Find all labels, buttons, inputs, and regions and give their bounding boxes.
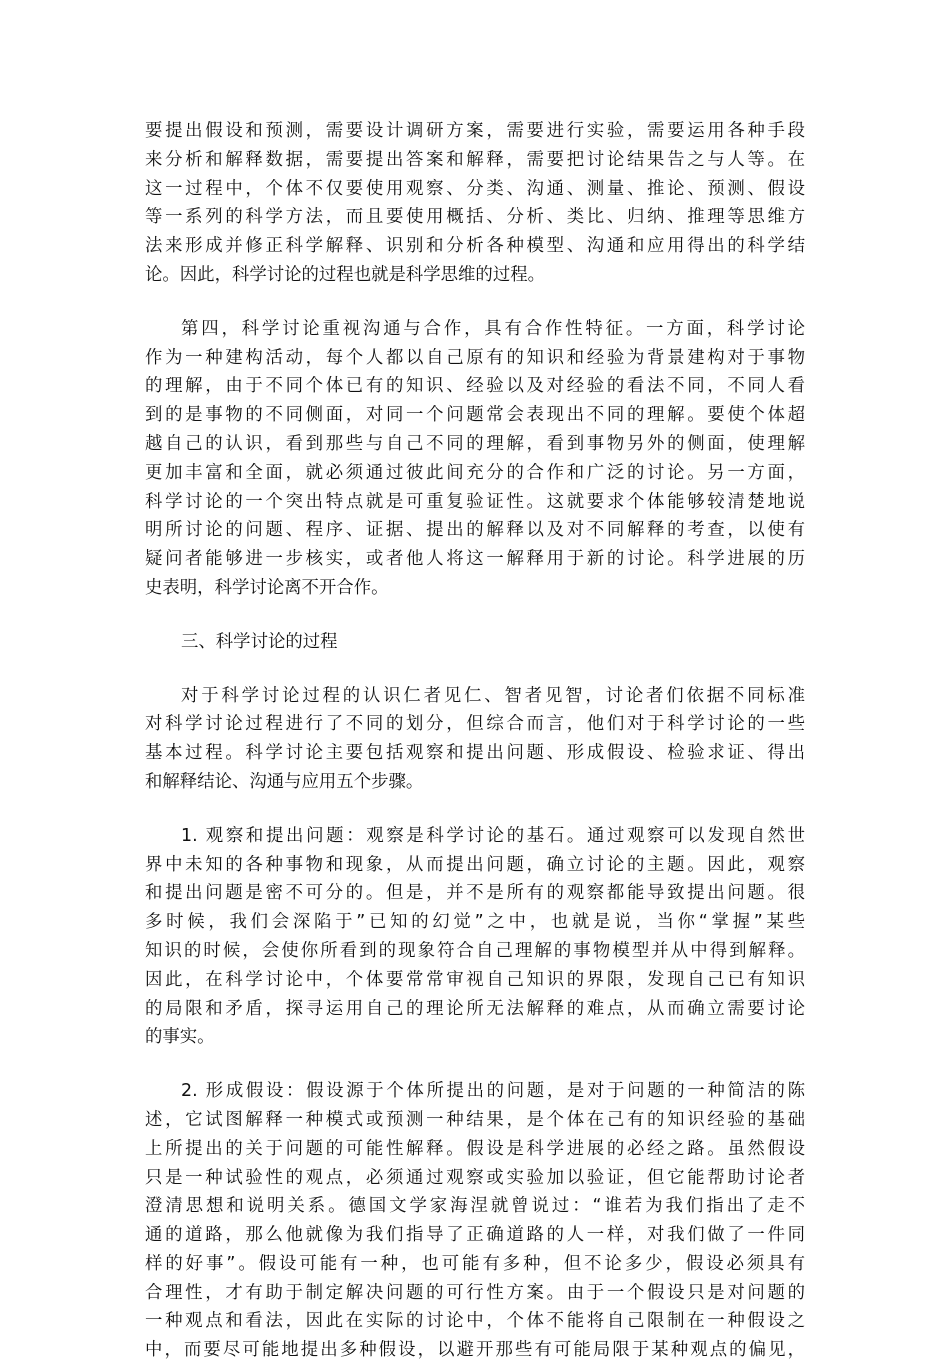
text-line: 一种观点和看法，因此在实际的讨论中，个体不能将自己限制在一种假设之 — [145, 1311, 805, 1332]
text-line: 通的道路，那么他就像为我们指导了正确道路的人一样，对我们做了一件同 — [145, 1225, 805, 1246]
text-line: 等一系列的科学方法，而且要使用概括、分析、类比、归纳、推理等思维方 — [145, 207, 805, 228]
text-line: 界中未知的各种事物和现象，从而提出问题，确立讨论的主题。因此，观察 — [145, 854, 805, 875]
text-line: 对于科学讨论过程的认识仁者见仁、智者见智，讨论者们依据不同标准 — [181, 685, 805, 706]
text-line: 的理解，由于不同个体已有的知识、经验以及对经验的看法不同，不同人看 — [145, 376, 805, 397]
text-line: 基本过程。科学讨论主要包括观察和提出问题、形成假设、检验求证、得出 — [145, 743, 805, 764]
text-line: 上所提出的关于问题的可能性解释。假设是科学进展的必经之路。虽然假设 — [145, 1138, 805, 1159]
paragraph-spacer — [145, 797, 805, 822]
document-body — [145, 117, 805, 1365]
text-line: 只是一种试验性的观点，必须通过观察或实验加以验证，但它能帮助讨论者 — [145, 1167, 805, 1188]
paragraph-spacer — [145, 290, 805, 315]
text-line: 因此，在科学讨论中，个体要常常审视自己知识的界限，发现自己已有知识 — [145, 969, 805, 990]
text-line: 2. 形成假设：假设源于个体所提出的问题，是对于问题的一种简洁的陈 — [181, 1081, 805, 1102]
text-line: 对科学讨论过程进行了不同的划分，但综合而言，他们对于科学讨论的一些 — [145, 714, 805, 735]
paragraph — [145, 315, 805, 603]
text-line: 合理性，才有助于制定解决问题的可行性方案。由于一个假设只是对问题的 — [145, 1282, 805, 1303]
text-line: 越自己的认识，看到那些与自己不同的理解，看到事物另外的侧面，使理解 — [145, 433, 805, 454]
text-line: 和解释结论、沟通与应用五个步骤。 — [145, 771, 424, 792]
text-line: 多时候，我们会深陷于”已知的幻觉”之中，也就是说，当你“掌握”某些 — [145, 912, 805, 933]
text-line: 史表明，科学讨论离不开合作。 — [145, 577, 389, 598]
text-line: 到的是事物的不同侧面，对同一个问题常会表现出不同的理解。要使个体超 — [145, 405, 805, 426]
text-line: 样的好事”。假设可能有一种，也可能有多种，但不论多少，假设必须具有 — [145, 1253, 805, 1274]
text-line: 中，而要尽可能地提出多种假设，以避开那些有可能局限于某种观点的偏见， — [145, 1340, 805, 1361]
paragraph-spacer — [145, 1052, 805, 1077]
paragraph — [145, 682, 805, 797]
text-line: 这一过程中，个体不仅要使用观察、分类、沟通、测量、推论、预测、假设 — [145, 178, 805, 199]
paragraph — [145, 822, 805, 1052]
text-line: 明所讨论的问题、程序、证据、提出的解释以及对不同解释的考查，以使有 — [145, 520, 805, 541]
text-line: 论。因此，科学讨论的过程也就是科学思维的过程。 — [145, 264, 545, 285]
text-line: 和提出问题是密不可分的。但是，并不是所有的观察都能导致提出问题。很 — [145, 883, 805, 904]
text-line: 述，它试图解释一种模式或预测一种结果，是个体在己有的知识经验的基础 — [145, 1109, 805, 1130]
text-line: 法来形成并修正科学解释、识别和分析各种模型、沟通和应用得出的科学结 — [145, 236, 805, 257]
paragraph-spacer — [145, 657, 805, 682]
section-heading — [145, 628, 805, 657]
text-line: 作为一种建构活动，每个人都以自己原有的知识和经验为背景建构对于事物 — [145, 347, 805, 368]
text-line: 疑问者能够进一步核实，或者他人将这一解释用于新的讨论。科学进展的历 — [145, 549, 805, 570]
text-line: 更加丰富和全面，就必须通过彼此间充分的合作和广泛的讨论。另一方面， — [145, 462, 805, 483]
paragraph — [145, 1077, 805, 1365]
section-heading-text: 三、科学讨论的过程 — [181, 631, 338, 652]
text-line: 科学讨论的一个突出特点就是可重复验证性。这就要求个体能够较清楚地说 — [145, 491, 805, 512]
text-line: 知识的时候，会使你所看到的现象符合自己理解的事物模型并从中得到解释。 — [145, 940, 805, 961]
text-line: 1. 观察和提出问题：观察是科学讨论的基石。通过观察可以发现自然世 — [181, 825, 805, 846]
paragraph — [145, 117, 805, 290]
text-line: 澄清思想和说明关系。德国文学家海涅就曾说过：“谁若为我们指出了走不 — [145, 1196, 805, 1217]
text-line: 第四，科学讨论重视沟通与合作，具有合作性特征。一方面，科学讨论 — [181, 318, 805, 339]
text-line: 来分析和解释数据，需要提出答案和解释，需要把讨论结果告之与人等。在 — [145, 149, 805, 170]
text-line: 要提出假设和预测，需要设计调研方案，需要进行实验，需要运用各种手段 — [145, 121, 805, 141]
text-line: 的局限和矛盾，探寻运用自己的理论所无法解释的难点，从而确立需要讨论 — [145, 998, 805, 1019]
paragraph-spacer — [145, 603, 805, 628]
text-line: 的事实。 — [145, 1027, 215, 1048]
